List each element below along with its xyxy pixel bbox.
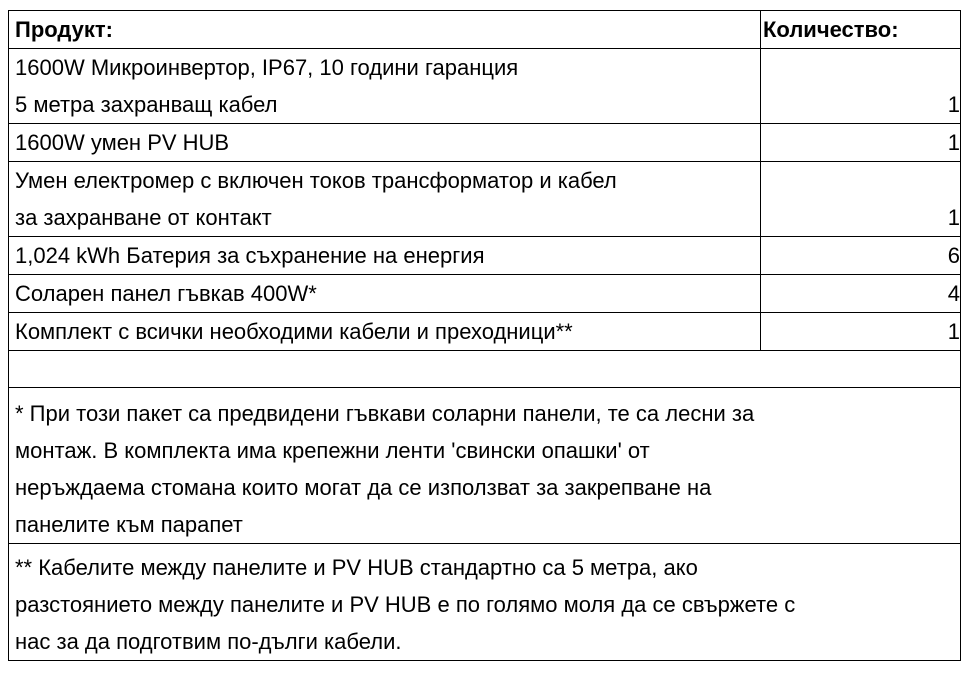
- product-line: 1600W умен PV HUB: [15, 130, 230, 155]
- note-line: неръждаема стомана които могат да се използват за закрепване на: [15, 475, 712, 500]
- product-line: за захранване от контакт: [15, 205, 272, 230]
- header-product[interactable]: Продукт:: [9, 11, 761, 49]
- table-row: [9, 124, 961, 162]
- quantity-cell[interactable]: 1: [761, 162, 961, 237]
- product-cell[interactable]: [9, 313, 761, 351]
- product-line: Комплект с всички необходими кабели и преходници**: [15, 319, 573, 344]
- table-row: [9, 313, 961, 351]
- empty-cell[interactable]: [9, 351, 961, 388]
- quantity-cell[interactable]: 4: [761, 275, 961, 313]
- product-cell[interactable]: [9, 124, 761, 162]
- product-line: 5 метра захранващ кабел: [15, 92, 278, 117]
- product-table: [8, 10, 961, 661]
- note-line: панелите към парапет: [15, 512, 243, 537]
- quantity-cell[interactable]: 6: [761, 237, 961, 275]
- product-cell[interactable]: [9, 237, 761, 275]
- product-cell[interactable]: [9, 49, 761, 124]
- table-row: [9, 49, 961, 124]
- quantity-cell[interactable]: 1: [761, 124, 961, 162]
- note-line: разстоянието между панелите и PV HUB е по голямо моля да се свържете с: [15, 592, 796, 617]
- note-cell-cables[interactable]: [9, 544, 961, 661]
- note-line: монтаж. В комплекта има крепежни ленти 'свински опашки' от: [15, 438, 650, 463]
- note-line: нас за да подготвим по-дълги кабели.: [15, 629, 402, 654]
- note-line: ** Кабелите между панелите и PV HUB стандартно са 5 метра, ако: [15, 555, 698, 580]
- product-cell[interactable]: [9, 162, 761, 237]
- header-row: [9, 11, 961, 49]
- product-line: Соларен панел гъвкав 400W*: [15, 281, 317, 306]
- note-row: [9, 544, 961, 661]
- table-row: [9, 275, 961, 313]
- header-quantity[interactable]: Количество:: [761, 11, 961, 49]
- product-cell[interactable]: [9, 275, 761, 313]
- table-row: [9, 162, 961, 237]
- note-cell-flexible-panels[interactable]: [9, 388, 961, 544]
- quantity-cell[interactable]: 1: [761, 49, 961, 124]
- note-row: [9, 388, 961, 544]
- product-line: 1600W Микроинвертор, IP67, 10 години гаранция: [15, 55, 519, 80]
- product-line: 1,024 kWh Батерия за съхранение на енергия: [15, 243, 485, 268]
- quantity-cell[interactable]: 1: [761, 313, 961, 351]
- empty-row: [9, 351, 961, 388]
- note-line: * При този пакет са предвидени гъвкави соларни панели, те са лесни за: [15, 401, 755, 426]
- product-line: Умен електромер с включен токов трансформатор и кабел: [15, 168, 617, 193]
- table-row: [9, 237, 961, 275]
